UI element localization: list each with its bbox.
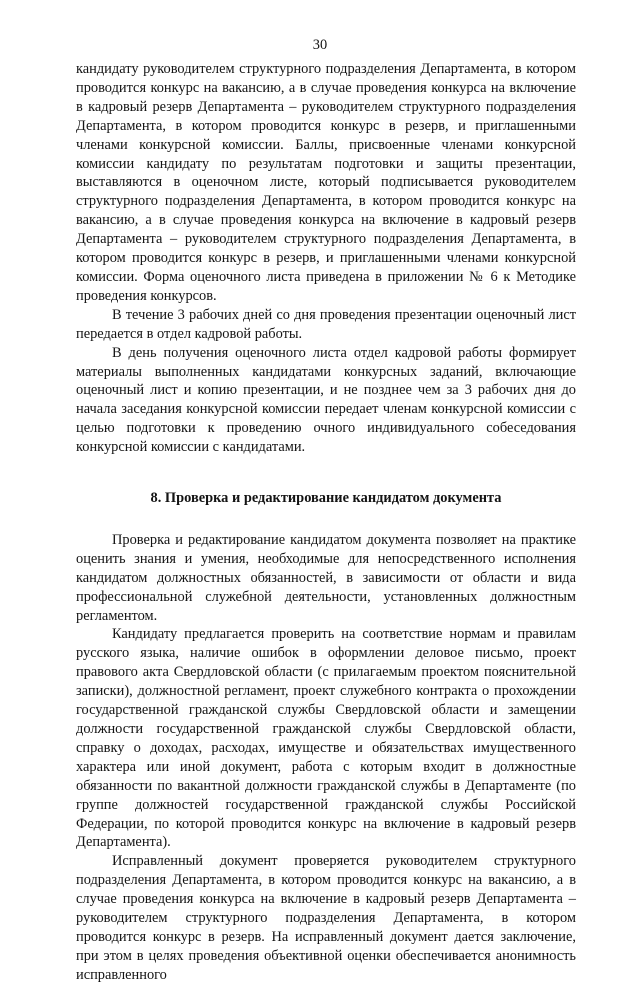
paragraph: Кандидату предлагается проверить на соответствие нормам и правилам русского языка, наличие ошибок в оформлении деловое письмо, проект правового акта Свердловской области (с прилагаемым проектом пояснительной записки), должностной регламент, проект служебного контракта о прохождении государственной гражданской службы Свердловской области и замещении должности государственной гражданской службы Свердловской области, справку о доходах, расходах, имуществе и обязательствах имущественного характера или иной документ, работа с которым входит в должностные обязанности по вакантной должности гражданской службы в Департаменте (по группе должностей государственной гражданской службы Российской Федерации, по которой проводится конкурс на включение в кадровый резерв Департамента).	[76, 626, 576, 851]
paragraph: В течение 3 рабочих дней со дня проведения презентации оценочный лист передается в отдел кадровой работы.	[76, 306, 576, 342]
paragraph-continuation: кандидату руководителем структурного подразделения Департамента, в котором проводится конкурс на вакансию, а в случае проведения конкурса на включение в кадровый резерв Департамента – руководителем структурного подразделения Департамента, в котором проводится конкурс в резерв, и приглашенными членами конкурсной комиссии. Баллы, присвоенные членами конкурсной комиссии кандидату по результатам подготовки и защиты презентации, выставляются в оценочном листе, который подписывается руководителем структурного подразделения Департамента, в котором проводится конкурс на вакансию, а в случае проведения конкурса на включение в кадровый резерв Департамента – руководителем структурного подразделения Департамента, в котором проводится конкурс в резерв, и приглашенными членами конкурсной комиссии. Форма оценочного листа приведена в приложении № 6 к Методике проведения конкурсов.	[76, 61, 576, 304]
section-heading: 8. Проверка и редактирование кандидатом документа	[150, 490, 502, 507]
paragraph: Проверка и редактирование кандидатом документа позволяет на практике оценить знания и умения, необходимые для непосредственного исполнения кандидатом должностных обязанностей, в зависимости от области и вида профессиональной служебной деятельности, установленных должностным регламентом.	[76, 531, 576, 624]
page-number: 30	[312, 37, 328, 53]
page-content	[76, 60, 576, 985]
paragraph: В день получения оценочного листа отдел кадровой работы формирует материалы выполненных кандидатами конкурсных заданий, включающие оценочный лист и копию презентации, и не позднее чем за 3 рабочих дня до начала заседания конкурсной комиссии передает членам конкурсной комиссии с целью подготовки к проведению очного индивидуального собеседования конкурсной комиссии с кандидатами.	[76, 344, 576, 456]
paragraph: Исправленный документ проверяется руководителем структурного подразделения Департамента, в котором проводится конкурс на вакансию, а в случае проведения конкурса на включение в кадровый резерв Департамента – руководителем структурного подразделения Департамента, в котором проводится конкурс в резерв. На исправленный документ дается заключение, при этом в целях проведения объективной оценки обеспечивается анонимность исправленного	[76, 853, 576, 983]
